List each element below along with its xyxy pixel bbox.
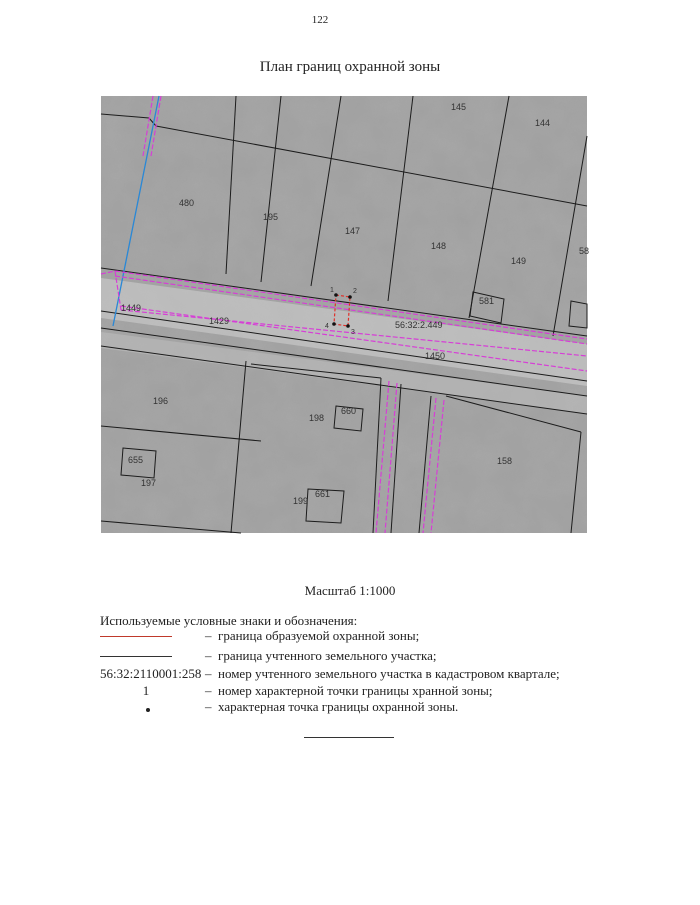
bottom-rule [304, 737, 394, 738]
parcel-label: 199 [293, 496, 309, 506]
point-label: 2 [353, 288, 357, 295]
parcel-label: 198 [309, 413, 325, 423]
legend-dash: – [205, 666, 212, 681]
black-line-symbol [100, 648, 200, 664]
page-title: План границ охранной зоны [259, 59, 441, 75]
parcel-label: 145 [451, 102, 467, 112]
legend-dash: – [205, 648, 212, 663]
parcel-label: 158 [497, 456, 513, 466]
parcel-label: 148 [431, 241, 447, 251]
parcel-label: 581 [479, 296, 495, 306]
parcel-label: 56:32:2.449 [395, 320, 443, 330]
point-label: 1 [330, 287, 334, 294]
legend-code: 56:32:2110001:258 [100, 666, 202, 681]
legend-text: характерная точка границы охранной зоны. [218, 699, 459, 714]
map-svg [101, 96, 590, 533]
point-dot-icon [146, 708, 150, 712]
legend-dash: – [205, 683, 212, 698]
legend-text: граница учтенного земельного участка; [218, 648, 437, 663]
parcel-label: 1449 [121, 303, 142, 313]
legend-number: 1 [142, 683, 150, 698]
point-label: 4 [325, 323, 329, 330]
parcel-label: 655 [128, 455, 144, 465]
point-label: 3 [351, 329, 355, 336]
legend-text: номер учтенного земельного участка в кадастровом квартале; [218, 666, 560, 681]
parcel-label: 195 [263, 212, 279, 222]
legend-dash: – [205, 628, 212, 643]
map-scale: Масштаб 1:1000 [304, 583, 396, 598]
legend-text: граница образуемой охранной зоны; [218, 628, 420, 643]
parcel-label: 1450 [425, 351, 446, 361]
parcel-label: 197 [141, 478, 157, 488]
cadastral-map[interactable] [101, 96, 590, 533]
red-line-symbol [100, 628, 200, 644]
parcel-label: 1429 [209, 316, 230, 326]
legend-text: номер характерной точки границы хранной зоны; [218, 683, 493, 698]
parcel-label: 144 [535, 118, 551, 128]
parcel-label: 660 [341, 406, 357, 416]
legend-dash: – [205, 699, 212, 714]
page-number: 122 [311, 14, 329, 26]
parcel-label: 661 [315, 489, 331, 499]
parcel-label: 480 [179, 198, 195, 208]
parcel-label: 147 [345, 226, 361, 236]
parcel-label: 196 [153, 396, 169, 406]
legend-title: Используемые условные знаки и обозначения: [100, 613, 358, 628]
parcel-label: 58 [579, 246, 590, 256]
parcel-label: 149 [511, 256, 527, 266]
